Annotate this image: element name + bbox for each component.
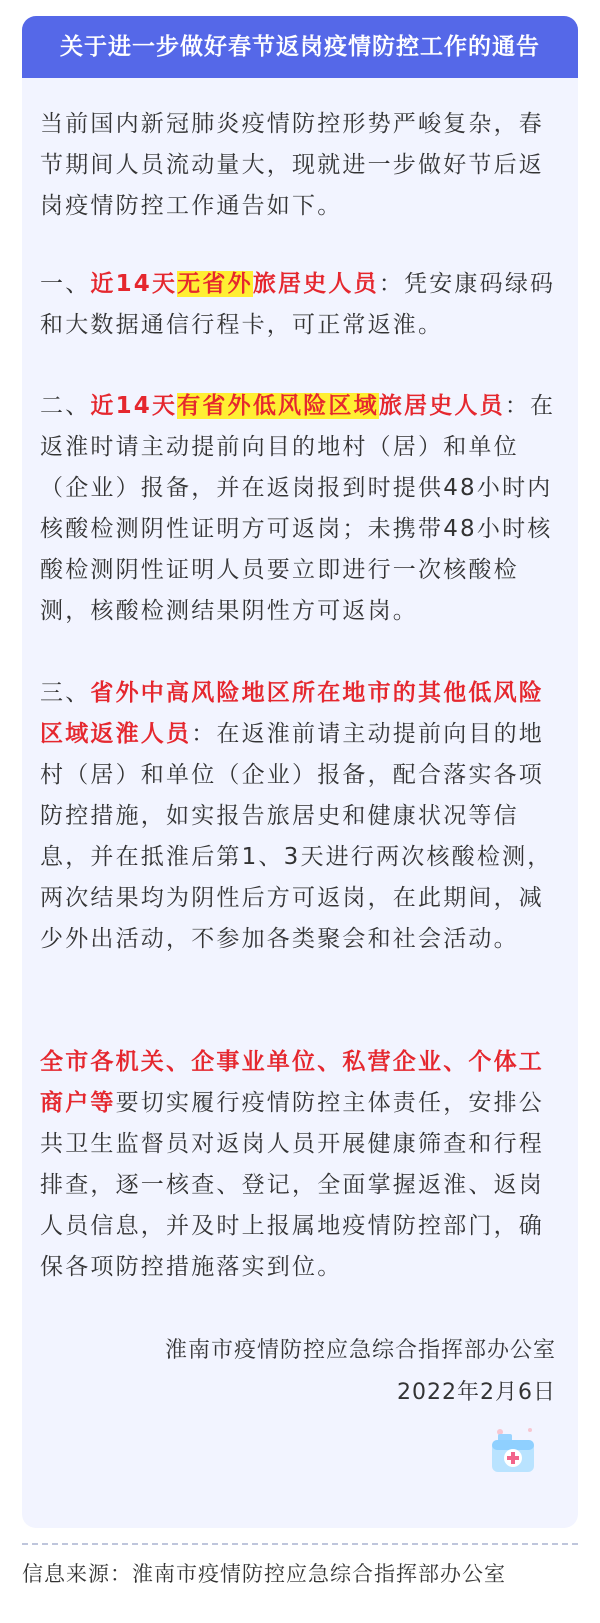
- item-1-red-a: 近14天: [90, 271, 178, 297]
- item-1-highlight: 无省外: [177, 271, 253, 297]
- item-3: [40, 673, 566, 960]
- medical-kit-icon: [486, 1422, 540, 1476]
- item-3-red: 省外中高风险地区所在地市的其他低风险区域返淮人员: [40, 680, 545, 747]
- item-1-prefix: 一、: [40, 271, 91, 297]
- notice-title: 关于进一步做好春节返岗疫情防控工作的通告: [22, 16, 578, 78]
- item-2-prefix: 二、: [40, 393, 91, 419]
- item-2: [40, 386, 566, 632]
- source-value: 淮南市疫情防控应急综合指挥部办公室: [132, 1562, 506, 1586]
- signature-org: 淮南市疫情防控应急综合指挥部办公室: [164, 1338, 556, 1363]
- item-1-body: ：凭安康码绿码和大数据通信行程卡，可正常返淮。: [40, 271, 556, 338]
- item-1-red-b: 旅居史人员: [252, 271, 379, 297]
- item-3-body: ：在返淮前请主动提前向目的地村（居）和单位（企业）报备，配合落实各项防控措施，如实报告旅居史和健康状况等信息，并在抵淮后第1、3天进行两次核酸检测，两次结果均为阴性后方可返岗，在此期间，减少外出活动，不参加各类聚会和社会活动。: [40, 721, 553, 952]
- source-label: 信息来源：: [22, 1562, 132, 1586]
- footer-divider: [22, 1543, 578, 1545]
- signature-date: 2022年2月6日: [397, 1380, 556, 1405]
- source-line: [22, 1556, 506, 1592]
- notice-card: [22, 16, 578, 1528]
- item-2-body: ：在返淮时请主动提前向目的地村（居）和单位（企业）报备，并在返岗报到时提供48小时内核酸检测阴性证明方可返岗；未携带48小时核酸检测阴性证明人员要立即进行一次核酸检测，核酸检测结果阴性方可返岗。: [40, 393, 556, 624]
- item-4: [40, 1042, 566, 1288]
- item-4-red: 全市各机关、企事业单位、私营企业、个体工商户等: [40, 1049, 544, 1116]
- item-4-body: 要切实履行疫情防控主体责任，安排公共卫生监督员对返岗人员开展健康筛查和行程排查，逐一核查、登记，全面掌握返淮、返岗人员信息，并及时上报属地疫情防控部门，确保各项防控措施落实到位。: [40, 1090, 545, 1280]
- item-2-highlight: 有省外低风险区域: [177, 393, 379, 419]
- item-2-red-b: 旅居史人员: [378, 393, 505, 419]
- item-2-red-a: 近14天: [90, 393, 178, 419]
- item-1: [40, 264, 566, 346]
- intro-paragraph: 当前国内新冠肺炎疫情防控形势严峻复杂，春节期间人员流动量大，现就进一步做好节后返岗疫情防控工作通告如下。: [40, 111, 544, 219]
- item-3-prefix: 三、: [40, 680, 91, 706]
